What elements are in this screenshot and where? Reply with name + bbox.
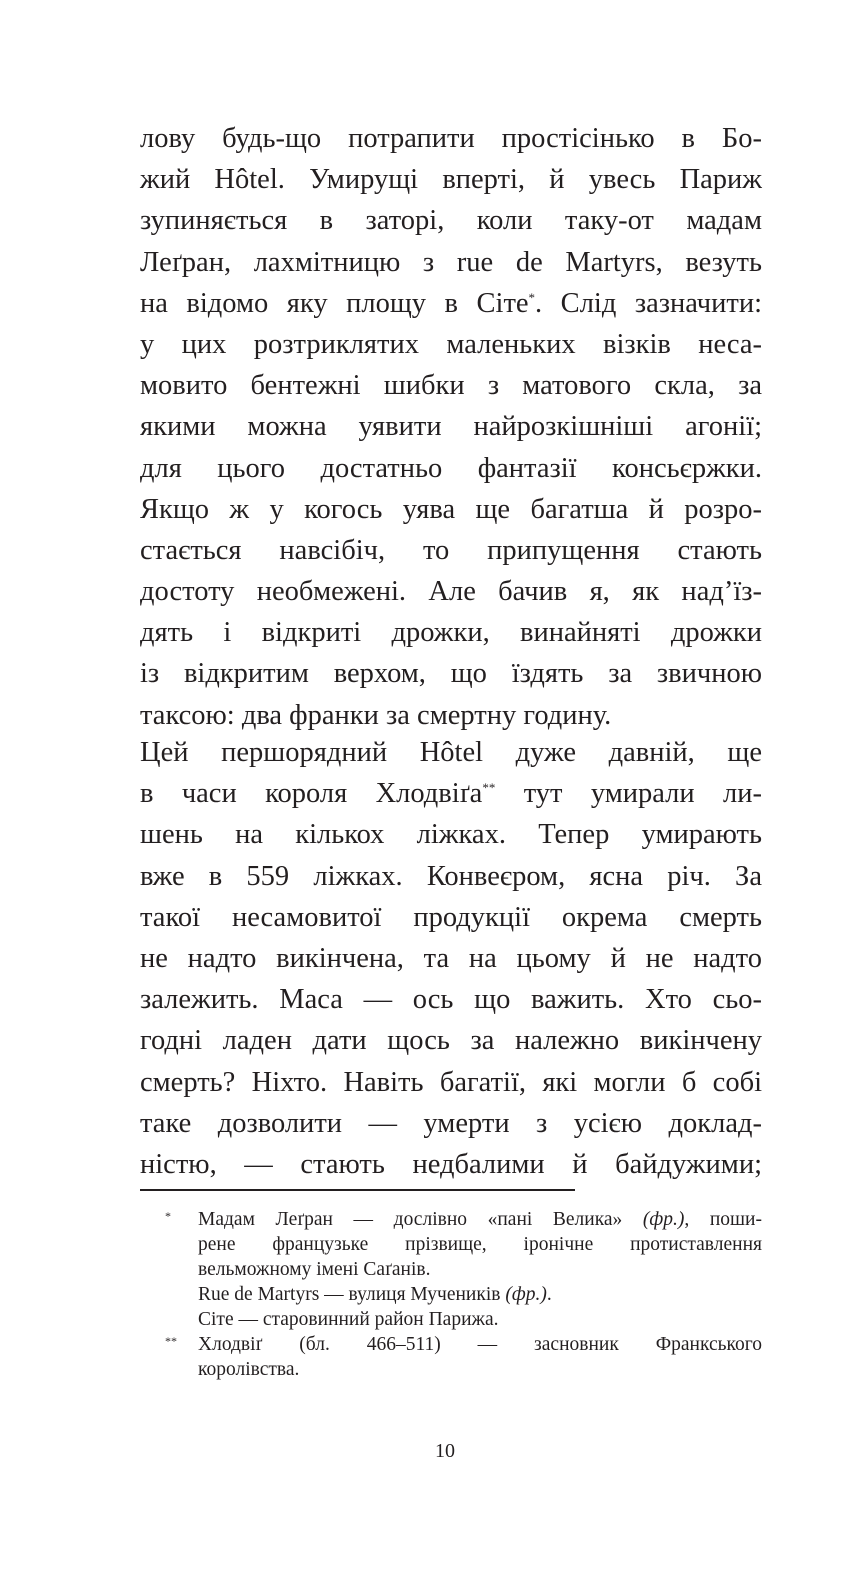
text-segment: у цих розтриклятих маленьких візків неса- xyxy=(140,328,762,360)
text-line xyxy=(140,324,762,365)
text-segment: якими можна уявити найрозкішніші агонії; xyxy=(140,411,762,443)
text-segment: жий Hôtel. Умирущі вперті, й увесь Париж xyxy=(140,164,762,196)
text-line xyxy=(140,979,762,1020)
paragraph-2 xyxy=(140,732,762,1185)
footnote-text: Хлодвіґ (бл. 466–511) — засновник Франкського xyxy=(198,1334,762,1355)
text-segment: . Слід зазначити: xyxy=(535,287,762,319)
text-line xyxy=(140,938,762,979)
text-segment: такої несамовитої продукції окрема смерть xyxy=(140,901,762,933)
text-segment: мовито бентежні шибки з матового скла, за xyxy=(140,370,762,402)
text-line xyxy=(140,814,762,855)
text-segment: тут умирали ли- xyxy=(495,778,762,810)
text-line xyxy=(140,571,762,612)
footnote-text: рене французьке прізвище, іронічне протиставлення xyxy=(198,1234,762,1255)
footnote-line xyxy=(140,1357,762,1382)
text-segment: ністю, — стають недбалими й байдужими; xyxy=(140,1148,762,1180)
text-line xyxy=(140,283,762,324)
text-segment: лову будь-що потрапити простісінько в Бо- xyxy=(140,123,762,154)
footnote-mark: ** xyxy=(165,1334,177,1348)
text-segment: вже в 559 ліжках. Конвеєром, ясна річ. За xyxy=(140,860,762,892)
text-line xyxy=(140,732,762,773)
text-line xyxy=(140,242,762,283)
footnote-line xyxy=(140,1332,762,1357)
text-segment: із відкритим верхом, що їздять за звичною xyxy=(140,658,762,690)
text-segment: Якщо ж у когось уява ще багатша й розро- xyxy=(140,493,762,525)
footnote-mark xyxy=(140,1257,198,1282)
footnote-line xyxy=(140,1282,762,1307)
footnote-mark xyxy=(140,1282,198,1307)
text-line xyxy=(140,118,762,159)
text-segment: Цей першорядний Hôtel дуже давній, ще xyxy=(140,737,762,768)
text-segment: достоту необмежені. Але бачив я, як над’їз- xyxy=(140,576,762,608)
footnote-text: Мадам Леґран — дослівно «пані Велика» (фр.), поши- xyxy=(198,1209,762,1230)
text-line xyxy=(140,897,762,938)
footnotes xyxy=(140,1207,762,1382)
footnote-text: Сіте — старовинний район Парижа. xyxy=(198,1309,499,1330)
text-segment: шень на кількох ліжках. Тепер умирають xyxy=(140,819,762,851)
text-line xyxy=(140,1020,762,1061)
text-line xyxy=(140,1144,762,1185)
text-line xyxy=(140,695,762,736)
text-line xyxy=(140,856,762,897)
text-line xyxy=(140,200,762,241)
footnote-ref[interactable]: * xyxy=(528,289,536,305)
text-line xyxy=(140,1103,762,1144)
footnote-text: королівства. xyxy=(198,1359,300,1380)
footnote-mark: * xyxy=(165,1209,171,1223)
paragraph-1 xyxy=(140,118,762,736)
footnote-divider xyxy=(140,1189,575,1191)
text-line xyxy=(140,406,762,447)
footnote-mark xyxy=(140,1357,198,1382)
text-segment: смерть? Ніхто. Навіть багатії, які могли б собі xyxy=(140,1066,762,1098)
text-segment: в часи короля Хлодвіґа xyxy=(140,778,483,810)
footnote-line xyxy=(140,1207,762,1232)
footnote-line xyxy=(140,1232,762,1257)
text-line xyxy=(140,489,762,530)
footnote-mark xyxy=(140,1232,198,1257)
page-number: 10 xyxy=(435,1440,455,1462)
text-line xyxy=(140,365,762,406)
text-line xyxy=(140,530,762,571)
text-line xyxy=(140,653,762,694)
text-segment: Леґран, лахмітницю з rue de Martyrs, везуть xyxy=(140,246,762,278)
text-segment: таке дозволити — умерти з усією доклад- xyxy=(140,1107,762,1139)
text-segment: для цього достатньо фантазії консьєржки. xyxy=(140,452,762,484)
text-segment: дять і відкриті дрожки, винайняті дрожки xyxy=(140,617,762,649)
text-line xyxy=(140,448,762,489)
text-line xyxy=(140,159,762,200)
text-line xyxy=(140,1062,762,1103)
footnote-line xyxy=(140,1307,762,1332)
text-segment: стається навсібіч, то припущення стають xyxy=(140,534,762,566)
text-segment: на відомо яку площу в Сіте xyxy=(140,287,529,319)
footnote-mark xyxy=(140,1307,198,1332)
text-segment: зупиняється в заторі, коли таку-от мадам xyxy=(140,205,762,237)
footnote-text: Rue de Martyrs — вулиця Мучеників (фр.). xyxy=(198,1284,552,1305)
text-line xyxy=(140,773,762,814)
text-segment: залежить. Маса — ось що важить. Хто сьо- xyxy=(140,984,762,1016)
text-segment: таксою: два франки за смертну годину. xyxy=(140,699,612,731)
text-segment: годні ладен дати щось за належно викінчену xyxy=(140,1025,762,1057)
text-line xyxy=(140,612,762,653)
footnote-text: вельможному імені Саґанів. xyxy=(198,1259,431,1280)
footnote-ref[interactable]: ** xyxy=(482,780,496,796)
footnote-line xyxy=(140,1257,762,1282)
text-segment: не надто викінчена, та на цьому й не надто xyxy=(140,942,762,974)
